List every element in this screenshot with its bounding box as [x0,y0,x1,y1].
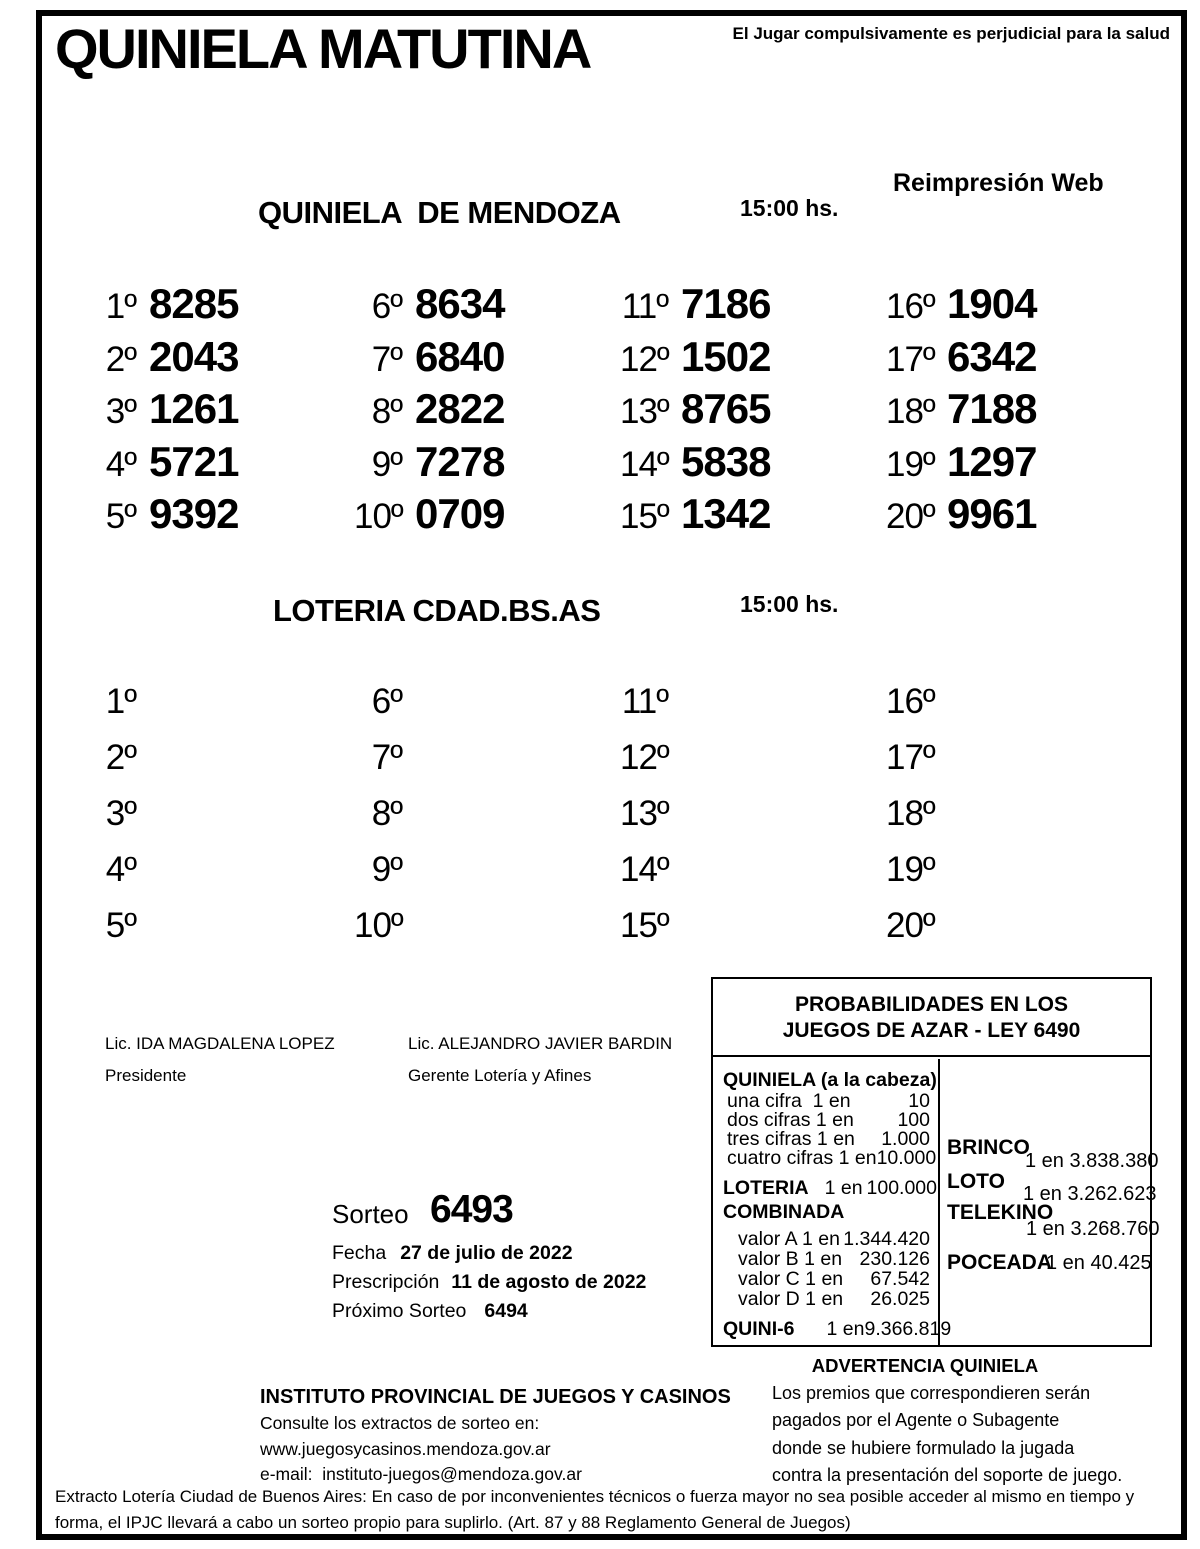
result-number: 9961 [947,490,1037,537]
instituto-email: e-mail: instituto-juegos@mendoza.gov.ar [260,1464,582,1484]
bsas-section-title: LOTERIA CDAD.BS.AS [273,593,601,628]
result-cell [354,438,620,491]
result-position: 18º [886,392,935,431]
odds-row [738,1250,930,1270]
result-cell [886,682,1152,738]
result-position: 5º [105,906,136,945]
odds-label: valor A 1 en [738,1228,840,1250]
result-position: 11º [621,682,668,721]
odds-value: 10.000 [876,1147,937,1169]
result-cell [886,280,1152,333]
result-cell [620,738,886,794]
fecha-label: Fecha [332,1242,387,1264]
quini6-odds-row [723,1318,952,1340]
result-position: 16º [886,287,935,326]
result-position: 1º [105,287,136,326]
telekino-label: TELEKINO [947,1201,1054,1224]
brinco-label: BRINCO [947,1136,1030,1159]
result-position: 6º [371,287,402,326]
result-position: 19º [886,444,935,484]
result-cell [620,850,886,906]
result-position: 2º [105,339,136,379]
quini6-odds-label: QUINI-6 [723,1318,795,1340]
reprint-web-label: Reimpresión Web [893,169,1104,197]
result-position: 12º [620,339,669,379]
instituto-consult-line: Consulte los extractos de sorteo en: [260,1413,540,1433]
brinco-value: 1 en 3.838.380 [1025,1150,1159,1172]
signature-role-manager: Gerente Lotería y Afines [408,1066,592,1085]
result-cell [88,438,354,491]
result-cell [886,850,1152,906]
signature-name-manager: Lic. ALEJANDRO JAVIER BARDIN [408,1034,673,1053]
result-position: 6º [371,682,402,721]
result-number: 7188 [947,385,1037,432]
loteria-odds-mid: 1 en [824,1177,863,1199]
result-number: 9392 [149,490,239,537]
result-number: 8285 [149,280,239,327]
proximo-sorteo-label: Próximo Sorteo [332,1300,467,1322]
result-number: 1904 [947,280,1037,327]
result-cell [620,280,886,333]
result-cell [886,738,1152,794]
footer-disclaimer-line2: forma, el IPJC llevará a cabo un sorteo propio para suplirlo. (Art. 87 y 88 Reglamento General de Juegos) [55,1513,851,1532]
result-number: 0709 [415,490,505,537]
poceada-label: POCEADA [947,1251,1053,1274]
result-number: 1502 [681,332,771,380]
result-cell [354,333,620,386]
result-cell [620,438,886,491]
odds-row [738,1290,930,1310]
advertencia-line: Los premios que correspondieren serán [772,1383,1091,1403]
result-position: 14º [620,444,669,484]
odds-label: valor C 1 en [738,1268,844,1290]
odds-label: valor D 1 en [738,1288,844,1310]
result-number: 2043 [149,332,239,380]
odds-row [738,1230,930,1250]
result-cell [620,906,886,962]
result-number: 5838 [681,437,771,485]
result-position: 4º [105,850,136,889]
loto-label: LOTO [947,1170,1005,1193]
result-position: 17º [886,339,935,379]
instituto-website: www.juegosycasinos.mendoza.gov.ar [260,1439,551,1459]
poceada-value: 1 en 40.425 [1046,1252,1152,1274]
result-cell [354,280,620,333]
advertencia-line: contra la presentación del soporte de juego. [772,1465,1123,1485]
result-cell [354,906,620,962]
result-position: 15º [620,497,669,536]
result-cell [354,490,620,543]
result-position: 8º [371,392,402,431]
loteria-odds-label-group [723,1179,863,1199]
result-cell [886,385,1152,438]
page-title: QUINIELA MATUTINA [55,17,591,80]
result-position: 13º [620,794,669,833]
odds-value: 100 [897,1109,930,1131]
odds-value: 1.344.420 [843,1228,930,1250]
result-number: 1342 [681,490,771,537]
result-number: 8634 [415,280,505,327]
result-cell [886,438,1152,491]
result-cell [354,682,620,738]
loteria-odds-label: LOTERIA [723,1177,809,1199]
mendoza-results-grid [88,280,1154,543]
probabilities-box [711,977,1160,1347]
result-cell [88,333,354,386]
odds-row [738,1270,930,1290]
odds-value: 26.025 [870,1288,930,1310]
result-position: 19º [886,850,935,889]
result-number: 1297 [947,437,1037,485]
probabilities-title-line1: PROBABILIDADES EN LOS [794,993,1069,1016]
loto-value: 1 en 3.262.623 [1023,1183,1157,1205]
fecha-row [332,1243,573,1264]
result-cell [620,682,886,738]
signature-name-president: Lic. IDA MAGDALENA LOPEZ [105,1034,335,1053]
odds-label: cuatro cifras 1 en [727,1147,877,1169]
odds-label: una cifra 1 en [727,1090,851,1112]
odds-value: 10 [908,1090,930,1112]
result-number: 7186 [681,280,771,327]
result-position: 15º [620,906,669,945]
result-number: 2822 [415,385,505,432]
mendoza-draw-time: 15:00 hs. [740,195,839,221]
odds-value: 67.542 [870,1268,930,1290]
result-cell [620,794,886,850]
result-cell [620,385,886,438]
result-position: 9º [371,444,402,484]
result-cell [88,490,354,543]
result-cell [354,385,620,438]
result-number: 8765 [681,385,771,432]
odds-label: tres cifras 1 en [727,1128,855,1150]
result-position: 17º [886,738,935,777]
result-number: 6342 [947,332,1037,380]
sorteo-number: 6493 [430,1188,513,1231]
result-position: 9º [371,850,402,889]
mendoza-section-title: QUINIELA DE MENDOZA [258,195,621,230]
result-position: 18º [886,794,935,833]
result-cell [88,280,354,333]
result-cell [88,682,354,738]
probabilities-title-line2: JUEGOS DE AZAR - LEY 6490 [782,1019,1081,1042]
proximo-sorteo-value: 6494 [484,1300,528,1322]
result-position: 10º [354,497,403,536]
result-position: 4º [105,444,136,484]
result-cell [354,794,620,850]
result-cell [88,738,354,794]
odds-value: 1.000 [881,1128,930,1150]
quini6-odds-value: 9.366.819 [864,1318,952,1340]
result-position: 11º [621,287,668,326]
result-cell [886,490,1152,543]
result-position: 3º [105,794,136,833]
result-position: 1º [105,682,136,721]
result-cell [886,333,1152,386]
result-number: 7278 [415,437,505,485]
loteria-odds-value: 100.000 [866,1177,937,1199]
result-position: 20º [886,906,935,945]
probabilities-column-divider [938,1059,940,1345]
result-cell [354,850,620,906]
odds-row [727,1147,937,1169]
prescripcion-label: Prescripción [332,1271,440,1293]
prescripcion-row [332,1272,646,1293]
prescripcion-value: 11 de agosto de 2022 [451,1271,647,1293]
result-cell [620,333,886,386]
bsas-results-grid [88,682,1154,962]
result-position: 12º [620,738,669,777]
result-cell [88,385,354,438]
quini6-odds-label-group [723,1320,864,1340]
result-cell [88,794,354,850]
result-position: 20º [886,497,935,536]
fecha-value: 27 de julio de 2022 [400,1242,573,1264]
signature-role-president: Presidente [105,1066,187,1085]
bsas-draw-time: 15:00 hs. [740,591,839,617]
result-cell [88,906,354,962]
result-position: 8º [371,794,402,833]
advertencia-line: pagados por el Agente o Subagente [772,1410,1060,1430]
quiniela-odds-header: QUINIELA (a la cabeza) [723,1069,937,1091]
result-position: 3º [105,392,136,431]
probabilities-title [713,979,1150,1057]
result-position: 16º [886,682,935,721]
result-position: 13º [620,392,669,431]
result-position: 14º [620,850,669,889]
result-cell [886,906,1152,962]
telekino-value: 1 en 3.268.760 [1026,1218,1160,1240]
odds-label: dos cifras 1 en [727,1109,854,1131]
instituto-name: INSTITUTO PROVINCIAL DE JUEGOS Y CASINOS [260,1386,731,1408]
result-position: 7º [371,339,402,379]
result-position: 2º [105,738,136,777]
advertencia-line: donde se hubiere formulado la jugada [772,1438,1075,1458]
loteria-odds-row [723,1179,937,1199]
combinada-odds-header: COMBINADA [723,1201,845,1223]
result-number: 6840 [415,332,505,380]
result-cell [88,850,354,906]
result-cell [354,738,620,794]
health-warning-text: El Jugar compulsivamente es perjudicial para la salud [732,24,1170,43]
result-cell [620,490,886,543]
advertencia-title: ADVERTENCIA QUINIELA [811,1355,1039,1376]
result-cell [886,794,1152,850]
result-position: 7º [371,738,402,777]
proximo-sorteo-row [332,1301,528,1322]
odds-label: valor B 1 en [738,1248,843,1270]
result-number: 1261 [149,385,239,432]
odds-value: 230.126 [859,1248,930,1270]
quini6-odds-mid: 1 en [826,1318,865,1340]
result-number: 5721 [149,437,239,485]
result-position: 5º [105,497,136,536]
result-position: 10º [354,906,403,945]
sorteo-label: Sorteo [332,1199,409,1229]
footer-disclaimer-line1: Extracto Lotería Ciudad de Buenos Aires: En caso de por inconvenientes técnicos o fuerza mayor no sea posible acceder al mismo en tiempo y [55,1487,1135,1506]
